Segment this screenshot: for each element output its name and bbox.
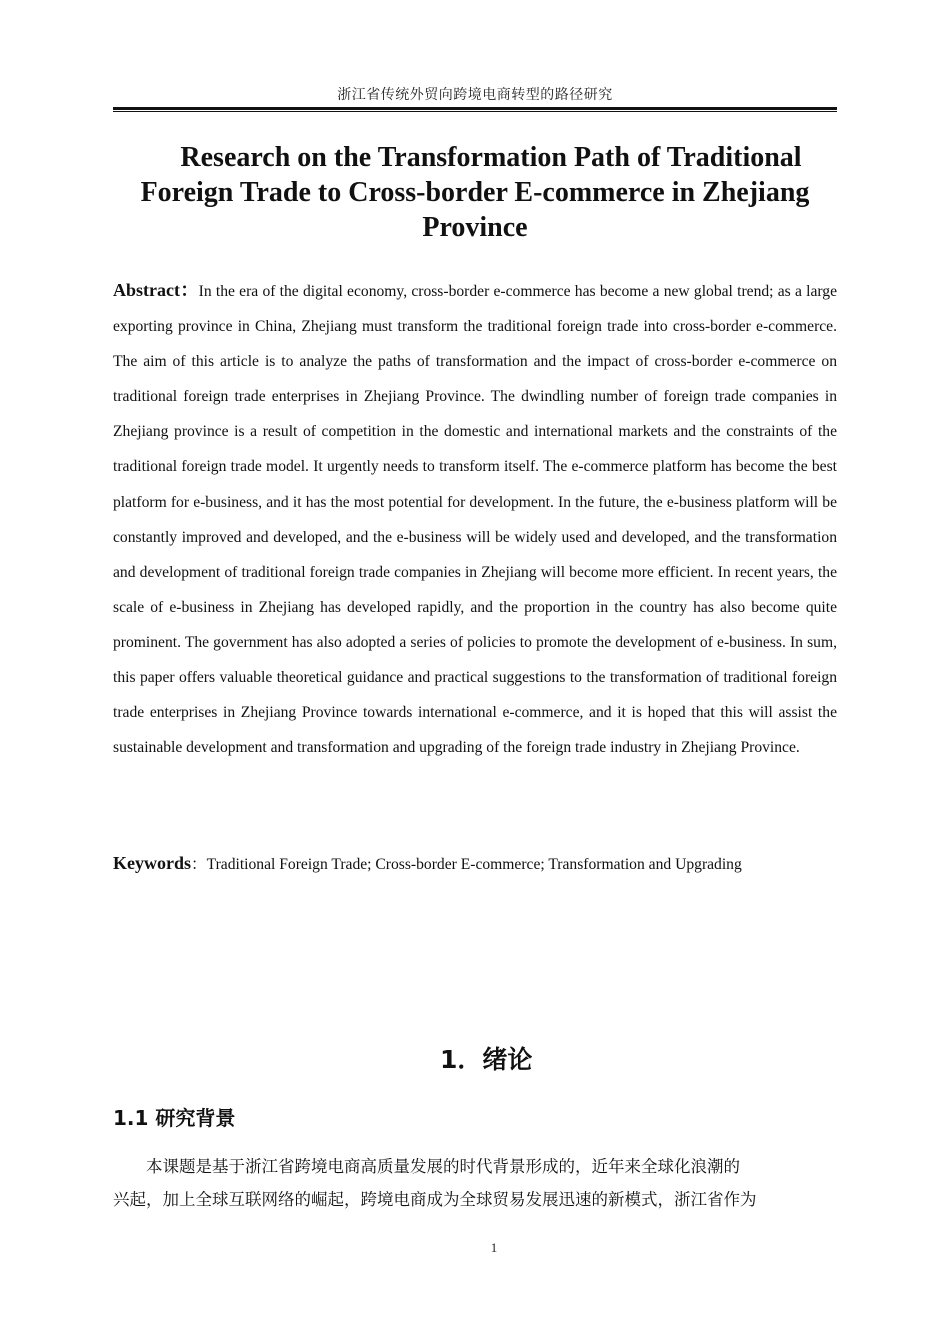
running-header: 浙江省传统外贸向跨境电商转型的路径研究 [337, 87, 613, 103]
keywords-text: Traditional Foreign Trade; Cross-border E-commerce; Transformation and Upgrading [206, 856, 742, 873]
section-heading: 1.1 研究背景 [113, 1106, 236, 1130]
abstract-label: Abstract： [113, 280, 199, 300]
abstract [113, 273, 837, 765]
header-rule [113, 107, 837, 110]
title-line-2: Foreign Trade to Cross-border E-commerce in Zhejiang [140, 177, 810, 208]
header-rule-thin [113, 111, 837, 112]
body-line-2: 兴起，加上全球互联网络的崛起，跨境电商成为全球贸易发展迅速的新模式，浙江省作为 [113, 1190, 757, 1209]
keywords [113, 850, 837, 878]
title-line-1: Research on the Transformation Path of Traditional [180, 142, 802, 173]
title-line-3: Province [422, 212, 528, 243]
body-paragraph [113, 1150, 837, 1216]
abstract-text: In the era of the digital economy, cross-border e-commerce has become a new global trend; as a large exporting province in China, Zhejiang must transform the traditional foreign trade into cross-border e-commerce. The aim of this article is to analyze the paths of transformation and the impact of cross-border e-commerce on traditional foreign trade enterprises in Zhejiang Province. The dwindling number of foreign trade companies in Zhejiang province is a result of competition in the domestic and international markets and the constraints of the traditional foreign trade model. It urgently needs to transform itself. The e-commerce platform has become the best platform for e-business, and it has the most potential for development. In the future, the e-business platform will be constantly improved and developed, and the e-business will be widely used and developed, and the transformation and development of traditional foreign trade companies in Zhejiang will become more efficient. In recent years, the scale of e-business in Zhejiang has developed rapidly, and the proportion in the country has also become quite prominent. The government has also adopted a series of policies to promote the development of e-business. In sum, this paper offers valuable theoretical guidance and practical suggestions to the transformation of traditional foreign trade enterprises in Zhejiang Province towards international e-commerce, and it is hoped that this will assist the sustainable development and transformation and upgrading of the foreign trade industry in Zhejiang Province. [113, 283, 837, 757]
chapter-heading: 1．绪论 [440, 1045, 533, 1074]
keywords-label: Keywords [113, 853, 191, 873]
body-line-1: 本课题是基于浙江省跨境电商高质量发展的时代背景形成的，近年来全球化浪潮的 [146, 1157, 740, 1176]
page-number: 1 [490, 1240, 498, 1255]
keywords-separator: ： [191, 856, 207, 873]
paper-title [113, 140, 837, 245]
